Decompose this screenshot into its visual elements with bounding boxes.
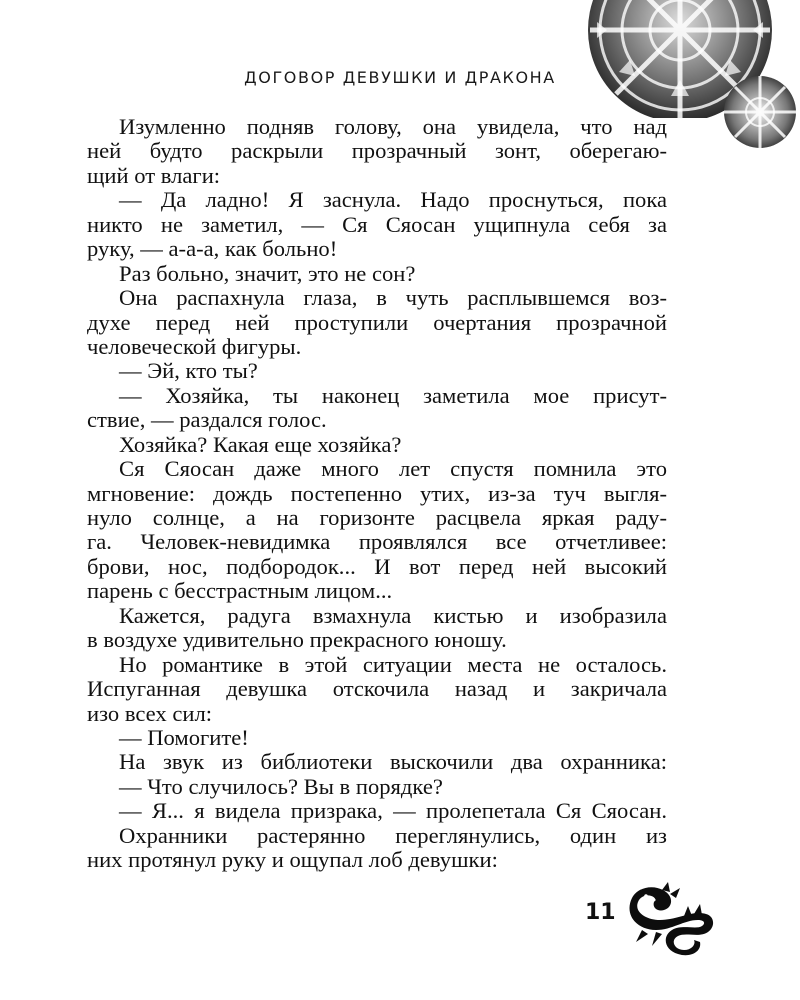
text-line: На звук из библиотеки выскочили два охранника: bbox=[119, 749, 667, 775]
text-line: щий от влаги: bbox=[87, 162, 221, 188]
text-line: брови, нос, подбородок... И вот перед ней высокий bbox=[87, 553, 667, 579]
text-line: духе перед ней проступили очертания прозрачной bbox=[87, 309, 667, 335]
text-line: Хозяйка? Какая еще хозяйка? bbox=[119, 431, 402, 457]
running-title: ДОГОВОР ДЕВУШКИ И ДРАКОНА bbox=[244, 68, 556, 87]
text-line: — Хозяйка, ты наконец заметила мое присут- bbox=[119, 382, 667, 408]
text-line: — Помогите! bbox=[119, 724, 249, 750]
text-line: Но романтике в этой ситуации места не осталось. bbox=[119, 651, 667, 677]
text-line: в воздухе удивительно прекрасного юношу. bbox=[87, 627, 507, 653]
text-line: Кажется, радуга взмахнула кистью и изобразила bbox=[119, 602, 667, 628]
text-line: Раз больно, значит, это не сон? bbox=[119, 260, 416, 286]
page-body bbox=[87, 115, 667, 873]
text-line: руку, — а-а-а, как больно! bbox=[87, 236, 338, 262]
text-line: нуло солнце, а на горизонте расцвела яркая раду- bbox=[87, 505, 667, 530]
text-line: парень с бесстрастным лицом... bbox=[87, 578, 393, 604]
text-line: Ся Сяосан даже много лет спустя помнила это bbox=[119, 456, 667, 482]
text-line: никто не заметил, — Ся Сяосан ущипнула себя за bbox=[87, 211, 667, 237]
text-line: Изумленно подняв голову, она увидела, что над bbox=[119, 114, 667, 139]
text-line: изо всех сил: bbox=[87, 700, 213, 726]
text-line: человеческой фигуры. bbox=[87, 333, 302, 359]
page-number: 11 bbox=[585, 900, 616, 925]
text-line: ствие, — раздался голос. bbox=[87, 407, 327, 433]
text-line: Охранники растерянно переглянулись, один из bbox=[119, 822, 667, 848]
text-line: — Да ладно! Я заснула. Надо проснуться, пока bbox=[119, 187, 667, 213]
text-line: — Что случилось? Вы в порядке? bbox=[119, 773, 443, 799]
text-line: них протянул руку и ощупал лоб девушки: bbox=[87, 847, 498, 873]
text-line: Испуганная девушка отскочила назад и закричала bbox=[87, 676, 667, 702]
dragon-icon bbox=[622, 880, 718, 956]
text-line: — Я... я видела призрака, — пролепетала Ся Сяосан. bbox=[119, 798, 667, 824]
text-line: га. Человек-невидимка проявлялся все отчетливее: bbox=[87, 529, 667, 555]
text-line: — Эй, кто ты? bbox=[119, 358, 258, 384]
text-line: Она распахнула глаза, в чуть расплывшемся воз- bbox=[119, 285, 667, 311]
text-line: ней будто раскрыли прозрачный зонт, оберегаю- bbox=[87, 138, 667, 164]
text-line: мгновение: дождь постепенно утих, из-за туч выгля- bbox=[87, 480, 667, 506]
